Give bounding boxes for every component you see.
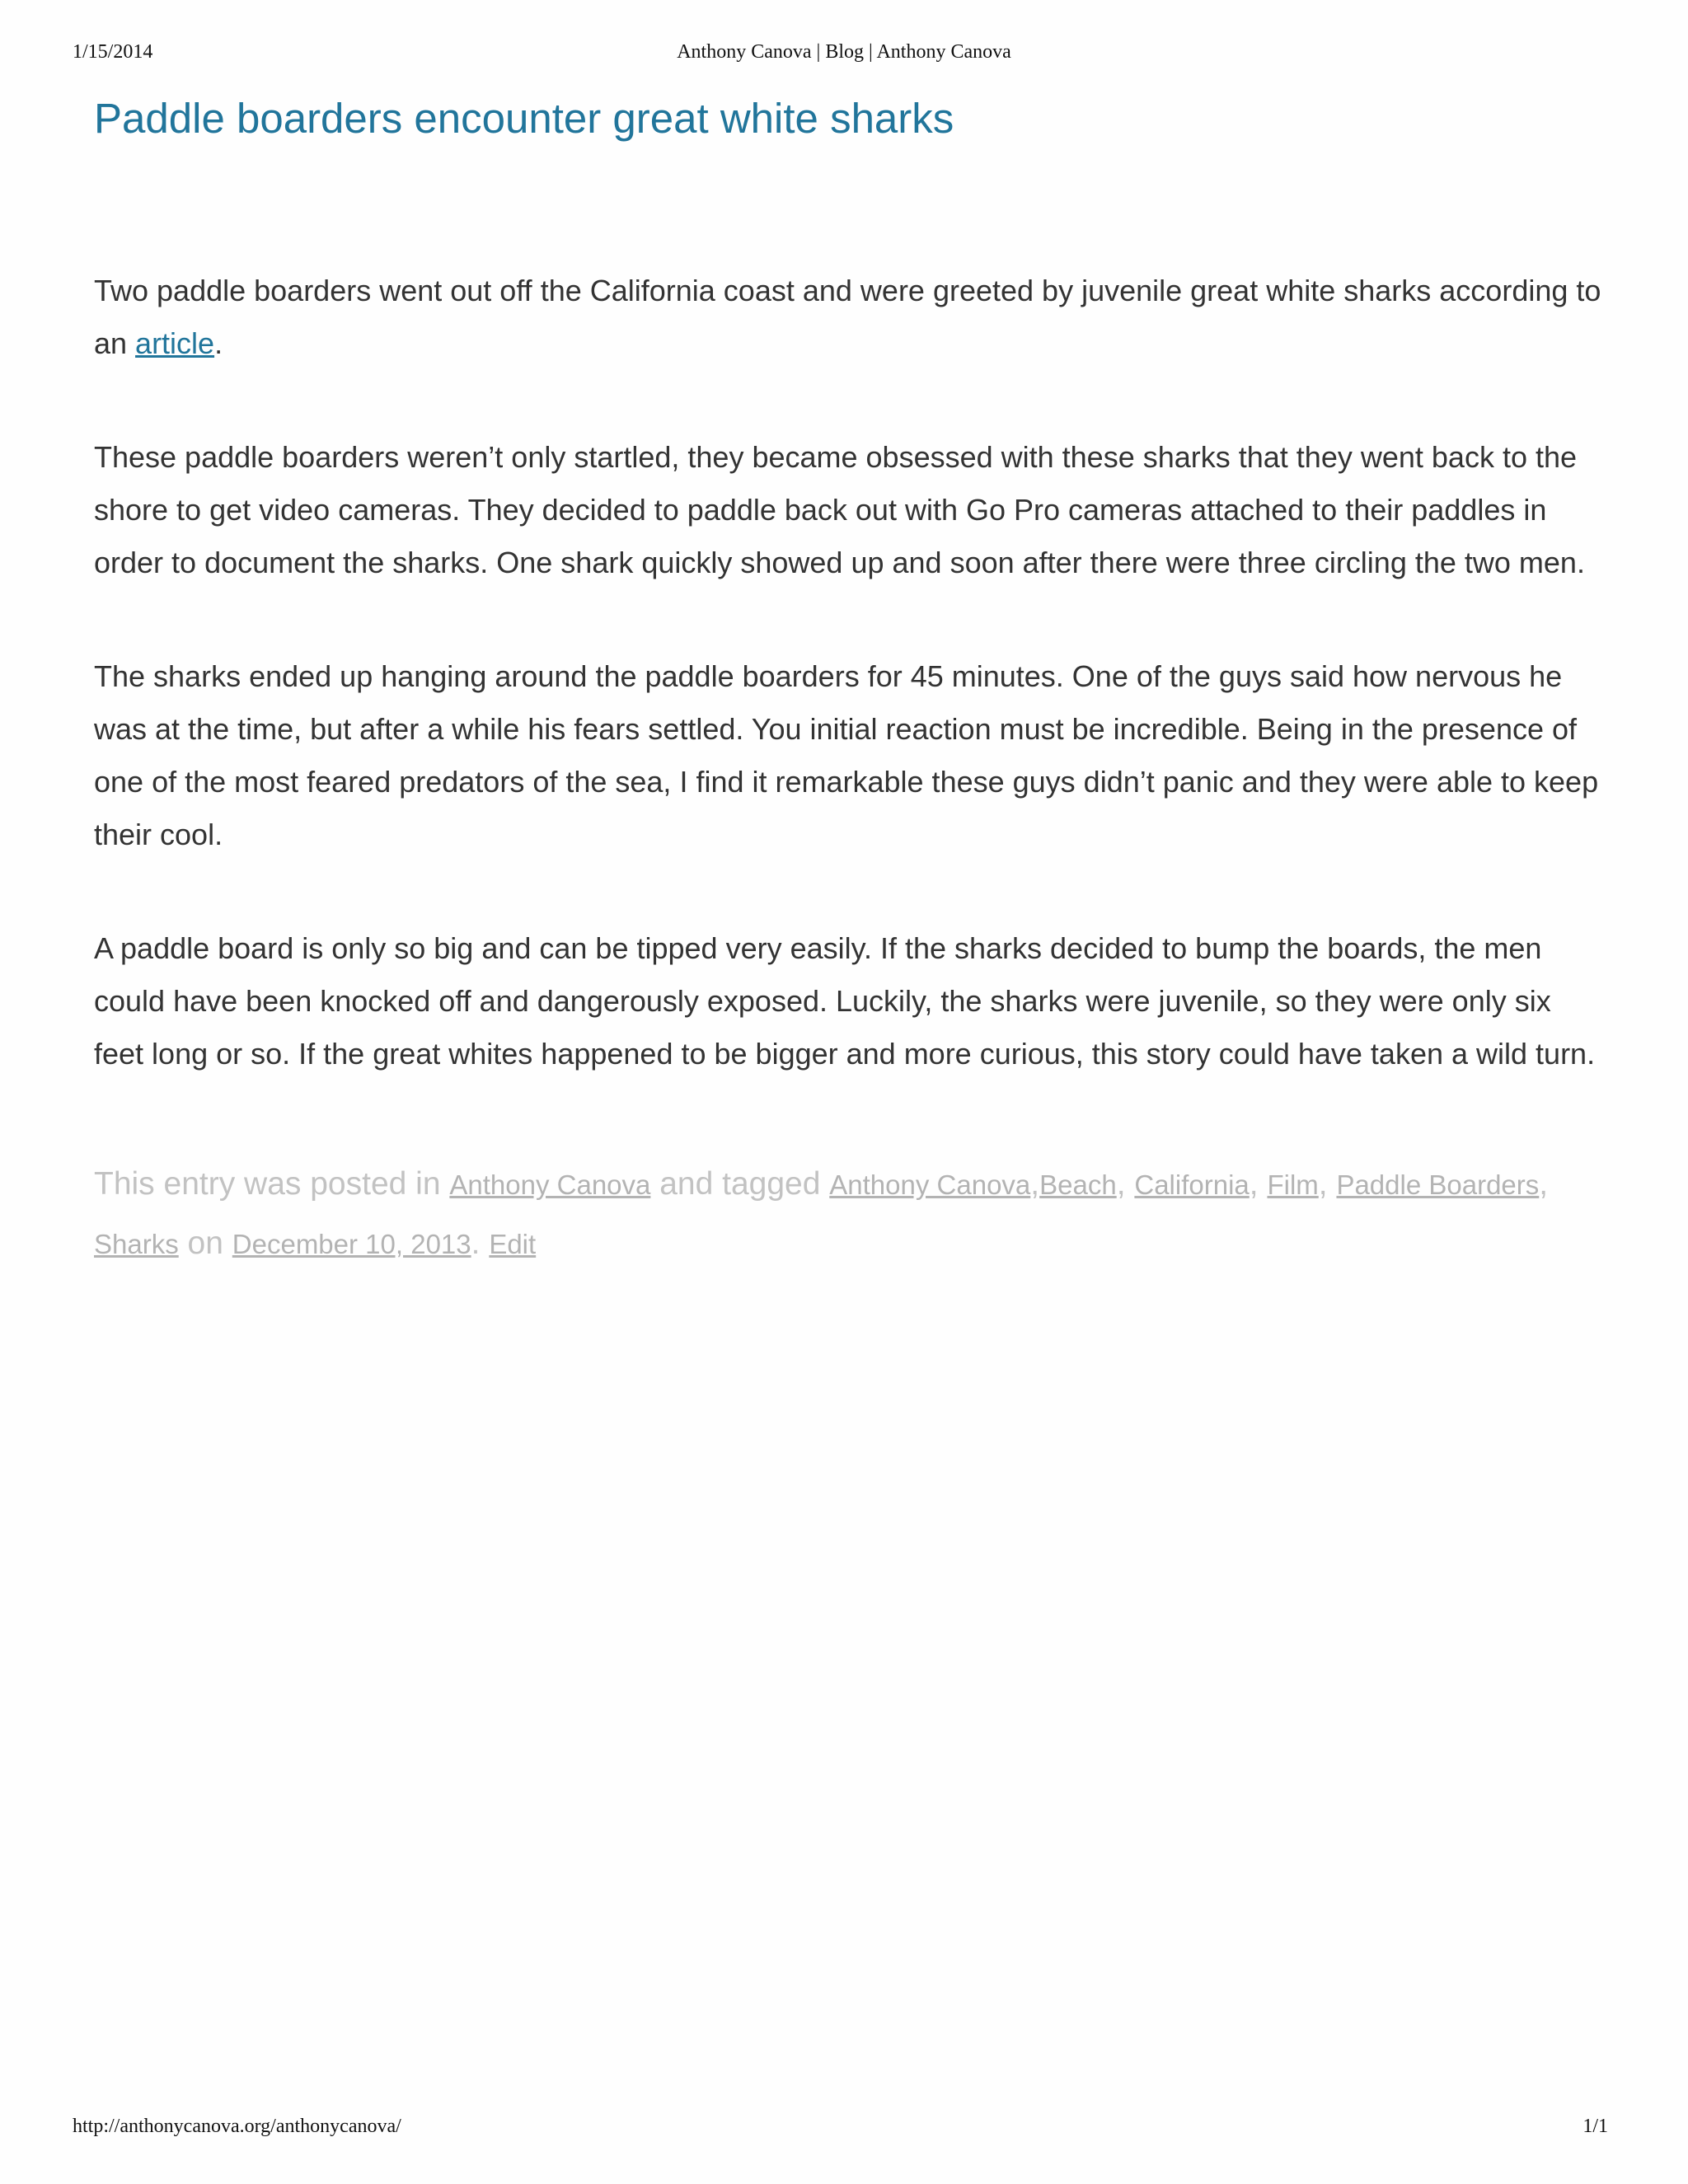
print-page-number: 1/1	[1582, 2116, 1608, 2137]
category-link[interactable]: Anthony Canova	[449, 1169, 651, 1200]
posted-in-text: This entry was posted in	[94, 1166, 450, 1202]
tag-separator: ,	[1539, 1166, 1549, 1202]
edit-link[interactable]: Edit	[489, 1229, 537, 1259]
article-link[interactable]: article	[135, 326, 215, 360]
print-page-title: Anthony Canova | Blog | Anthony Canova	[677, 41, 1011, 63]
meta-separator: .	[471, 1226, 490, 1261]
paragraph-4: A paddle board is only so big and can be tipped very easily. If the sharks decided to bump the boards, the men could have been knocked off and dangerously exposed. Luckily, the sharks were juvenile, so they were only six feet long or so. If the great whites happened to be bigger and more curious, this story could have taken a wild turn.	[94, 931, 1596, 1071]
tag-link-paddle-boarders[interactable]: Paddle Boarders	[1336, 1169, 1540, 1200]
entry-meta	[94, 1155, 1602, 1273]
post-title[interactable]: Paddle boarders encounter great white sharks	[94, 95, 954, 142]
tag-separator: ,	[1030, 1166, 1040, 1202]
tag-link-film[interactable]: Film	[1267, 1169, 1319, 1200]
tag-separator: ,	[1318, 1166, 1337, 1202]
tag-link-california[interactable]: California	[1134, 1169, 1250, 1200]
tag-separator: ,	[1116, 1166, 1135, 1202]
paragraph-2: These paddle boarders weren’t only startled, they became obsessed with these sharks that they went back to the shore to get video cameras. They decided to paddle back out with Go Pro cameras attached to their paddles in order to document the sharks. One shark quickly showed up and soon after there were three circling the two men.	[94, 440, 1585, 579]
paragraph-3: The sharks ended up hanging around the paddle boarders for 45 minutes. One of the guys said how nervous he was at the time, but after a while his fears settled. You initial reaction must be incredible. Being in the presence of one of the most feared predators of the sea, I find it remarkable these guys didn’t panic and they were able to keep their cool.	[94, 659, 1599, 851]
post-body	[94, 265, 1602, 1080]
tag-link-anthony-canova[interactable]: Anthony Canova	[829, 1169, 1031, 1200]
paragraph-1	[94, 265, 1602, 370]
paragraph-1-text: Two paddle boarders went out off the California coast and were greeted by juvenile great white sharks according to an	[94, 274, 1601, 360]
post-date-link[interactable]: December 10, 2013	[232, 1229, 471, 1259]
print-footer	[0, 2116, 1688, 2144]
tag-link-sharks[interactable]: Sharks	[94, 1229, 179, 1259]
print-date: 1/15/2014	[73, 41, 153, 63]
blog-post	[94, 89, 1602, 1273]
print-header	[0, 41, 1688, 69]
tag-link-beach[interactable]: Beach	[1039, 1169, 1117, 1200]
paragraph-1-end: .	[214, 326, 223, 360]
tagged-text: and tagged	[650, 1166, 830, 1202]
on-text: on	[178, 1226, 232, 1261]
print-url: http://anthonycanova.org/anthonycanova/	[73, 2116, 401, 2137]
tag-separator: ,	[1249, 1166, 1268, 1202]
